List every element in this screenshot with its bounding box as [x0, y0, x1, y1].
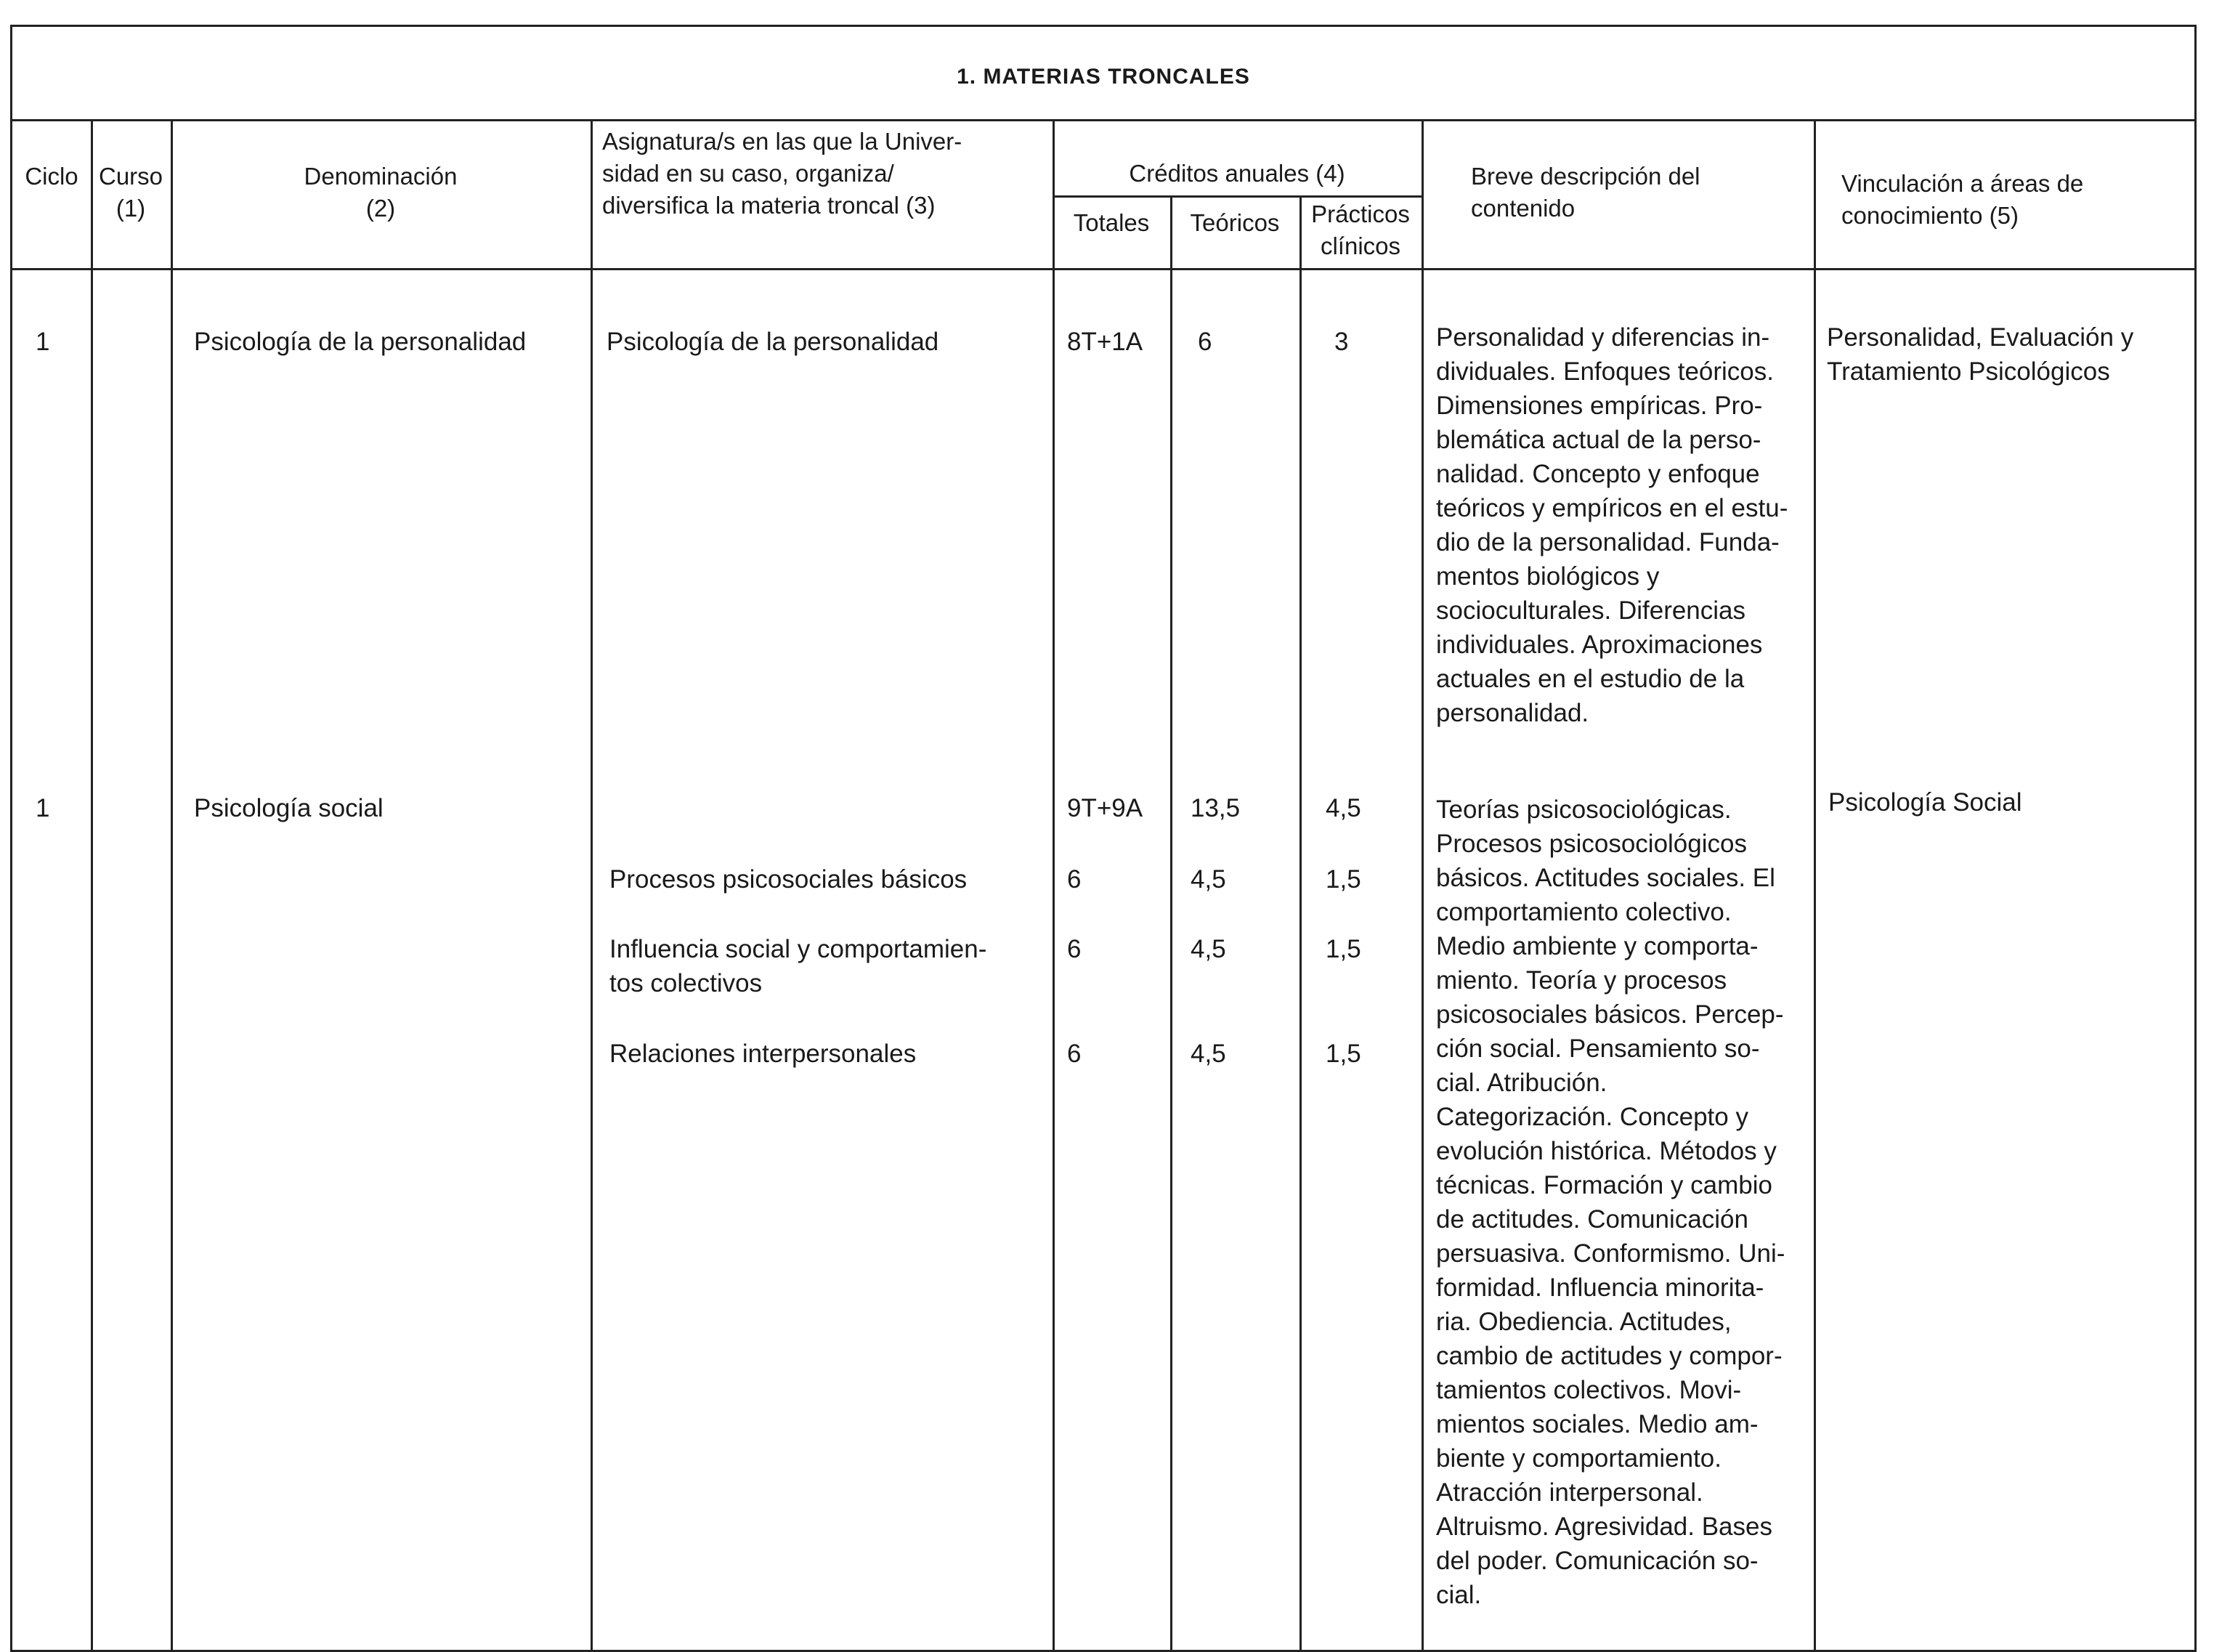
header-vinculacion: Vinculación a áreas de conocimiento (5) — [1841, 170, 2084, 229]
row2-sub3-teoricos: 4,5 — [1191, 1040, 1226, 1068]
row2-sub1-practicos: 1,5 — [1326, 865, 1361, 894]
table-title: 1. MATERIAS TRONCALES — [957, 65, 1250, 89]
row2-sub2-totales: 6 — [1067, 935, 1082, 963]
header-descripcion: Breve descripción del contenido — [1471, 163, 1700, 222]
row1-totales: 8T+1A — [1067, 328, 1143, 356]
materias-troncales-table — [10, 25, 2197, 1652]
table-title-row — [12, 27, 2194, 121]
row2-teoricos: 13,5 — [1191, 794, 1241, 822]
col-divider — [1814, 121, 1816, 1650]
header-curso: Curso (1) — [98, 163, 163, 222]
row2-sub2-asignatura: Influencia social y comportamien- tos colectivos — [609, 935, 987, 997]
header-denominacion: Denominación (2) — [304, 163, 458, 222]
header-asignaturas: Asignatura/s en las que la Univer- sidad en su caso, organiza/ diversifica la materia troncal (3) — [602, 128, 962, 219]
row2-vinculacion: Psicología Social — [1828, 788, 2022, 817]
row2-sub1-asignatura: Procesos psicosociales básicos — [609, 865, 968, 894]
row2-sub3-totales: 6 — [1067, 1040, 1082, 1068]
row1-asignatura: Psicología de la personalidad — [607, 328, 939, 356]
row2-sub2-teoricos: 4,5 — [1191, 935, 1226, 963]
row2-descripcion: Teorías psicosociológicas. Procesos psicosociológicos básicos. Actitudes sociales. El comportamiento colectivo. Medio ambiente y comporta- miento. Teoría y procesos psicosociales básicos. Percep- ción social. Pensamiento so- cial. Atribución. Categorización. Concepto y evolución histórica. Métodos y técnicas. Formación y cambio de actitudes. Comunicación persuasiva. Conformismo. Uni- formidad. Influencia minorita- ria. Obediencia. Actitudes, cambio de actitudes y compor- tamientos colectivos. Movi- mientos sociales. Medio am- biente y comportamiento. Atracción interpersonal. Altruismo. Agresividad. Bases del poder. Comunicación so- cial. — [1436, 795, 1785, 1609]
row1-descripcion: Personalidad y diferencias in- dividuales. Enfoques teóricos. Dimensiones empíricas. Pro- blemática actual de la perso- nalidad. Concepto y enfoque teóricos y empíricos en el estu- dio de la personalidad. Funda- mentos biológicos y socioculturales. Diferencias individuales. Aproximaciones actuales en el estudio de la personalidad. — [1436, 323, 1788, 727]
row1-vinculacion: Personalidad, Evaluación y Tratamiento Psicológicos — [1827, 323, 2134, 386]
row1-denominacion: Psicología de la personalidad — [194, 328, 527, 356]
row2-ciclo: 1 — [36, 794, 50, 822]
row2-denominacion: Psicología social — [194, 794, 384, 822]
creditos-subheader-line — [1053, 195, 1422, 198]
header-totales: Totales — [1073, 209, 1150, 236]
col-divider — [1299, 197, 1302, 1650]
col-divider — [1170, 197, 1172, 1650]
row2-sub3-practicos: 1,5 — [1326, 1040, 1361, 1068]
row1-ciclo: 1 — [36, 328, 50, 356]
row2-totales: 9T+9A — [1067, 794, 1143, 822]
col-divider — [91, 121, 93, 1650]
header-ciclo: Ciclo — [25, 163, 78, 190]
row2-sub3-asignatura: Relaciones interpersonales — [609, 1040, 917, 1068]
header-creditos: Créditos anuales (4) — [1129, 160, 1345, 187]
row2-practicos: 4,5 — [1326, 794, 1361, 822]
row2-sub1-totales: 6 — [1067, 865, 1082, 894]
col-divider — [171, 121, 173, 1650]
row2-sub1-teoricos: 4,5 — [1191, 865, 1226, 894]
row2-sub2-practicos: 1,5 — [1326, 935, 1361, 963]
row1-practicos: 3 — [1334, 328, 1349, 356]
col-divider — [1422, 121, 1424, 1650]
row1-teoricos: 6 — [1198, 328, 1212, 356]
col-divider — [591, 121, 593, 1650]
header-teoricos: Teóricos — [1190, 209, 1280, 236]
col-divider — [1053, 121, 1055, 1650]
header-bottom-line — [12, 268, 2194, 270]
header-practicos: Prácticos clínicos — [1311, 201, 1410, 259]
